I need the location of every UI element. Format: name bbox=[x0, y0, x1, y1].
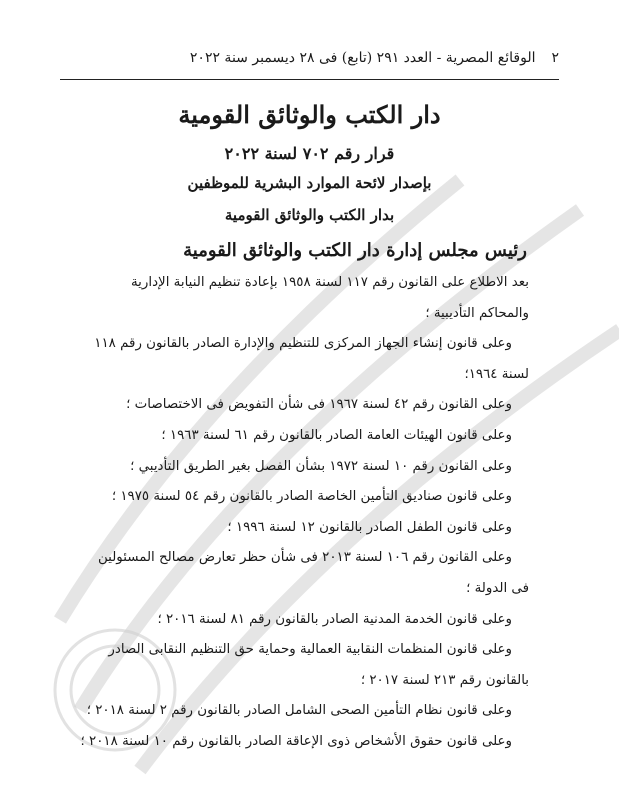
institution-name: بدار الكتب والوثائق القومية bbox=[224, 206, 395, 224]
body-line: بعد الاطلاع على القانون رقم ١١٧ لسنة ١٩٥٨ بإعادة تنظيم النيابة الإدارية bbox=[131, 275, 529, 290]
decree-number: قرار رقم ٧٠٢ لسنة ٢٠٢٢ bbox=[224, 144, 395, 163]
body-line: وعلى قانون الطفل الصادر بالقانون ١٢ لسنة ١٩٩٦ ؛ bbox=[227, 519, 512, 535]
running-title: الوقائع المصرية - العدد ٢٩١ (تابع) فى ٢٨ ديسمبر سنة ٢٠٢٢ bbox=[189, 50, 536, 66]
header-divider bbox=[60, 79, 559, 80]
body-line: وعلى قانون صناديق التأمين الخاصة الصادر بالقانون رقم ٥٤ لسنة ١٩٧٥ ؛ bbox=[111, 489, 512, 505]
body-line: وعلى قانون نظام التأمين الصحى الشامل الصادر بالقانون رقم ٢ لسنة ٢٠١٨ ؛ bbox=[86, 703, 512, 719]
body-line: وعلى القانون رقم ٤٢ لسنة ١٩٦٧ فى شأن التفويض فى الاختصاصات ؛ bbox=[126, 397, 512, 413]
body-line: وعلى قانون الهيئات العامة الصادر بالقانون رقم ٦١ لسنة ١٩٦٣ ؛ bbox=[161, 427, 512, 443]
body-line: بالقانون رقم ٢١٣ لسنة ٢٠١٧ ؛ bbox=[360, 672, 529, 688]
body-line: وعلى قانون إنشاء الجهاز المركزى للتنظيم والإدارة الصادر بالقانون رقم ١١٨ bbox=[94, 336, 512, 352]
body-line: وعلى القانون رقم ١٠ لسنة ١٩٧٢ بشأن الفصل بغير الطريق التأديبي ؛ bbox=[130, 458, 512, 474]
decree-body bbox=[30, 268, 529, 758]
body-line: وعلى قانون الخدمة المدنية الصادر بالقانون رقم ٨١ لسنة ٢٠١٦ ؛ bbox=[157, 611, 512, 627]
running-header bbox=[60, 46, 559, 70]
body-line: لسنة ١٩٦٤؛ bbox=[464, 366, 529, 382]
body-line: فى الدولة ؛ bbox=[466, 580, 529, 596]
page-number: ٢ bbox=[551, 50, 559, 66]
body-line: وعلى القانون رقم ١٠٦ لسنة ٢٠١٣ فى شأن حظر تعارض مصالح المسئولين bbox=[97, 550, 512, 566]
decree-subject: بإصدار لائحة الموارد البشرية للموظفين bbox=[187, 174, 432, 192]
body-line: وعلى قانون المنظمات النقابية العمالية وحماية حق التنظيم النقابى الصادر bbox=[108, 642, 512, 658]
issuing-authority: رئيس مجلس إدارة دار الكتب والوثائق القومية bbox=[183, 240, 527, 261]
body-line: وعلى قانون حقوق الأشخاص ذوى الإعاقة الصادر بالقانون رقم ١٠ لسنة ٢٠١٨ ؛ bbox=[80, 733, 512, 749]
page-title: دار الكتب والوثائق القومية bbox=[178, 100, 441, 129]
body-line: والمحاكم التأديبية ؛ bbox=[425, 305, 529, 321]
